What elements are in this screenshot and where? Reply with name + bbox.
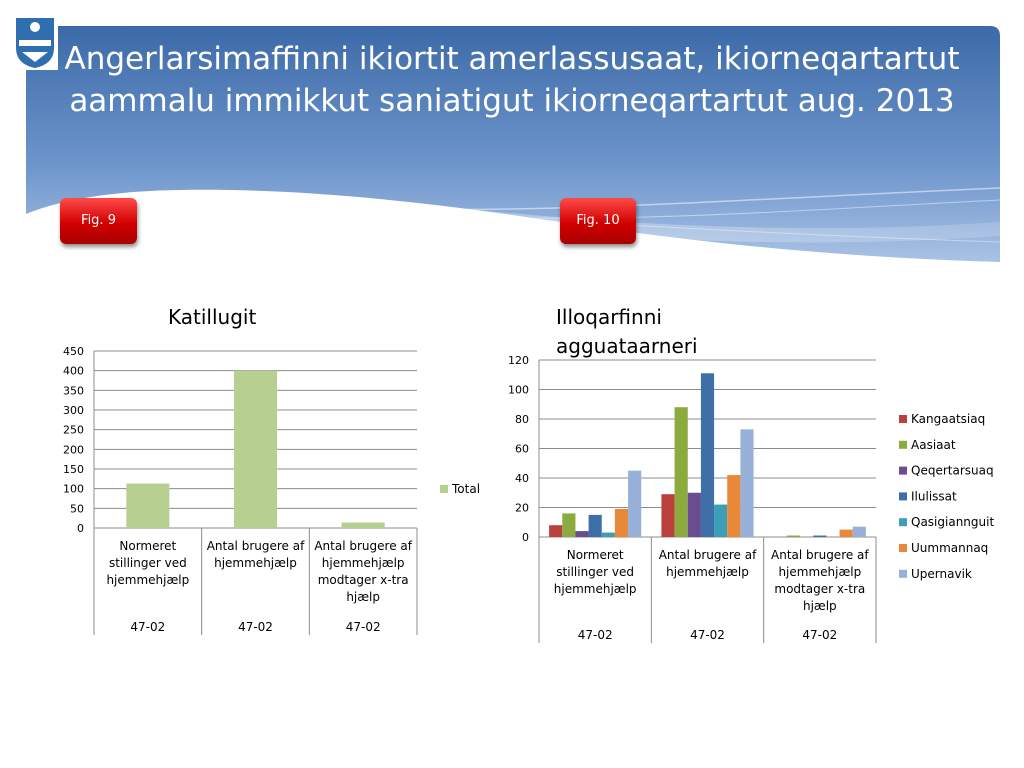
chart2-bar-upernavik (628, 471, 641, 537)
chart1-group-label: 47-02 (130, 620, 166, 634)
chart-illoqarfinni (495, 350, 1020, 650)
chart2-bar-upernavik (853, 527, 866, 537)
chart1-ytick-label: 100 (63, 482, 84, 496)
chart2-bar-uummannaq (615, 509, 628, 537)
chart1-category-label: modtager x-tra (317, 573, 409, 587)
chart2-bar-uummannaq (727, 475, 740, 537)
chart1-bar-total (342, 522, 385, 528)
chart2-group-label: 47-02 (802, 628, 838, 642)
chart1-ytick-label: 200 (63, 443, 84, 457)
chart2-ytick-label: 20 (515, 501, 529, 515)
chart1-legend-swatch (440, 485, 448, 493)
chart2-legend-swatch (899, 467, 907, 475)
chart1-bar-total (234, 371, 277, 528)
chart2-bar-qeqertarsuaq (575, 531, 588, 537)
chart2-category-label: stillinger ved (556, 565, 635, 579)
chart1-ytick-label: 300 (63, 404, 84, 417)
chart1-ytick-label: 50 (70, 502, 84, 516)
chart2-bar-aasiaat (562, 513, 575, 537)
chart2-legend-label: Ilulissat (911, 489, 957, 504)
chart1-title: Katillugit (168, 305, 257, 329)
fig-9-button[interactable]: Fig. 9 (60, 198, 137, 244)
chart2-legend-swatch (899, 415, 907, 423)
chart2-legend-label: Qasigiannguit (911, 515, 995, 530)
chart1-ytick-label: 250 (63, 423, 84, 437)
chart2-category-label: hjemmehjælp (666, 565, 749, 579)
chart2-ytick-label: 100 (508, 383, 529, 397)
chart1-category-label: Normeret (119, 539, 177, 553)
chart2-ytick-label: 120 (508, 354, 529, 367)
chart2-bar-aasiaat (787, 536, 800, 537)
chart2-category-label: Normeret (566, 548, 624, 562)
chart1-category-label: hjemmehjælp (106, 573, 190, 587)
chart2-bar-ilulissat (813, 536, 826, 537)
chart1-category-label: stillinger ved (108, 556, 187, 570)
chart2-legend-swatch (899, 492, 907, 500)
chart2-legend-label: Upernavik (911, 566, 972, 581)
chart2-bar-qasigiannguit (602, 533, 615, 537)
chart1-ytick-label: 450 (63, 345, 84, 358)
chart2-group-label: 47-02 (690, 628, 725, 642)
chart2-category-label: hjemmehjælp (553, 582, 637, 596)
chart2-category-label: hjælp (802, 599, 837, 613)
chart2-legend-swatch (899, 518, 907, 526)
chart1-group-label: 47-02 (238, 620, 273, 634)
chart2-bar-aasiaat (675, 407, 688, 537)
chart2-ytick-label: 0 (522, 531, 529, 544)
chart2-bar-qasigiannguit (714, 505, 727, 537)
chart2-ytick-label: 60 (515, 442, 529, 456)
chart1-category-label: hjemmehjælp (214, 556, 297, 570)
municipality-crest-logo (12, 14, 58, 70)
chart1-ytick-label: 0 (77, 522, 84, 535)
chart2-bar-kangaatsiaq (549, 525, 562, 537)
chart2-category-label: modtager x-tra (774, 582, 866, 596)
chart2-legend-label: Qeqertarsuaq (911, 463, 994, 478)
chart2-bar-upernavik (740, 429, 753, 537)
chart1-ytick-label: 150 (63, 463, 84, 476)
chart2-legend-swatch (899, 544, 907, 552)
chart1-ytick-label: 400 (63, 364, 84, 378)
chart2-category-label: Antal brugere af (658, 548, 757, 562)
chart2-group-label: 47-02 (577, 628, 613, 642)
chart2-legend-label: Aasiaat (911, 437, 956, 452)
chart2-ytick-label: 80 (515, 413, 529, 426)
chart2-category-label: Antal brugere af (771, 548, 869, 562)
chart2-bar-kangaatsiaq (661, 494, 674, 537)
chart2-title: Illoqarfinni agguataarneri (556, 305, 698, 358)
fig-10-button[interactable]: Fig. 10 (560, 198, 636, 244)
chart1-bar-total (126, 484, 169, 528)
chart1-category-label: Antal brugere af (314, 539, 412, 553)
chart2-bar-ilulissat (701, 373, 714, 537)
chart2-legend-label: Kangaatsiaq (911, 412, 986, 426)
chart1-ytick-label: 350 (63, 384, 84, 398)
chart2-legend-swatch (899, 570, 907, 578)
chart2-legend-label: Uummannaq (911, 541, 989, 555)
chart2-bar-uummannaq (840, 530, 853, 537)
chart1-category-label: hjælp (346, 590, 381, 604)
chart2-ytick-label: 40 (515, 472, 529, 485)
chart2-bar-ilulissat (589, 515, 602, 537)
slide-title: Angerlarsimaffinni ikiortit amerlassusaat, ikiorneqartartut aammalu immikkut saniatigut ikiorneqartartut aug. 2013 (64, 41, 960, 119)
chart2-bar-qeqertarsuaq (688, 493, 701, 537)
chart1-category-label: Antal brugere af (206, 539, 305, 553)
chart1-legend-label: Total (452, 482, 481, 496)
chart2-legend-swatch (899, 441, 907, 449)
chart-katillugit (0, 340, 500, 640)
chart1-category-label: hjemmehjælp (321, 556, 405, 570)
chart2-category-label: hjemmehjælp (778, 565, 862, 579)
chart1-group-label: 47-02 (345, 620, 381, 634)
